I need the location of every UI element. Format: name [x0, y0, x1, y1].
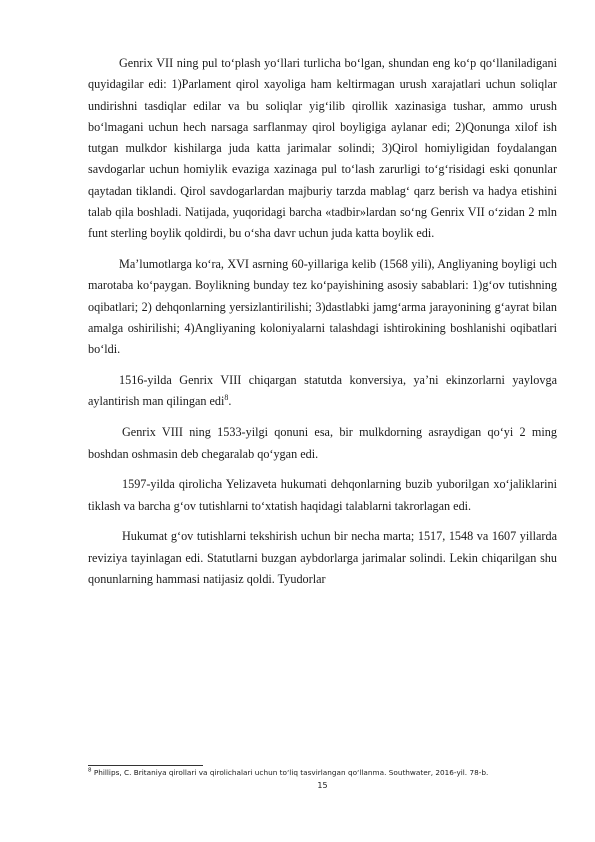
page-number: 15: [317, 781, 328, 790]
paragraph-5: 1597-yilda qirolicha Yelizaveta hukumati dehqonlarning buzib yuborilgan xo‘jaliklarini tiklash va barcha g‘ov tutishlarni to‘xtatish haqidagi talablarni takrorlagan edi.: [88, 477, 557, 513]
paragraph-3-text: 1516-yilda Genrix VIII chiqargan statutda konversiya, ya’ni ekinzorlarni yaylovga aylantirish man qilingan edi: [88, 373, 557, 409]
footnote: [88, 768, 557, 778]
footnote-divider: [88, 765, 203, 766]
footnote-number: 8: [88, 767, 92, 774]
paragraph-2: Ma’lumotlarga ko‘ra, XVI asrning 60-yillariga kelib (1568 yili), Angliyaning boyligi uch marotaba ko‘paygan. Boylikning bunday tez ko‘payishining asosiy sabablari: 1)g‘ov tutishning oqibatlari; 2) dehqonlarning yersizlantirilishi; 3)dastlabki jamg‘arma jarayonining g‘ayrat bilan amalga oshirilishi; 4)Angliyaning koloniyalarni talashdagi ishtirokining boshlanishi oqibatlari bo‘ldi.: [88, 257, 557, 357]
main-text: [88, 53, 557, 590]
paragraph-6: Hukumat g‘ov tutishlarni tekshirish uchun bir necha marta; 1517, 1548 va 1607 yillarda reviziya tayinlagan edi. Statutlarni buzgan aybdorlarga jarimalar solindi. Lekin chiqarilgan shu qonunlarning hammasi natijasiz qoldi. Tyudorlar: [88, 529, 557, 587]
paragraph-1: Genrix VII ning pul to‘plash yo‘llari turlicha bo‘lgan, shundan eng ko‘p qo‘llaniladigani quyidagilar edi: 1)Parlament qirol xayoliga ham keltirmagan urush xarajatlari uchun soliqlar undirishni tasdiqlar edilar va bu soliqlar yig‘ilib qirollik xazinasiga tushar, ammo urush bo‘lmagani uchun hech narsaga sarflanmay qirol boyligiga aylanar edi; 2)Qonunga xilof ish tutgan mulkdor kishilarga juda katta jarimalar solindi; 3)Qirol homiyligidan foydalangan savdogarlar uchun homiylik evaziga xazinaga pul to‘lash zarurligi to‘g‘risidagi eski qonunlar qaytadan tiklandi. Qirol savdogarlardan majburiy tarzda mablag‘ qarz berish va hadya etishini talab qila boshladi. Natijada, yuqoridagi barcha «tadbir»lardan so‘ng Genrix VII o‘zidan 2 mln funt sterling boylik qoldirdi, bu o‘sha davr uchun juda katta boylik edi.: [88, 56, 557, 241]
footnote-text: Phillips, C. Britaniya qirollari va qirolichalari uchun to‘liq tasvirlangan qo‘llanma. Southwater, 2016-yil. 78-b.: [93, 768, 489, 777]
paragraph-3: 1516-yilda Genrix VIII chiqargan statutda konversiya, ya’ni ekinzorlarni yaylovga aylantirish man qilingan edi$^8$.: [88, 373, 557, 409]
paragraph-4: Genrix VIII ning 1533-yilgi qonuni esa, bir mulkdorning asraydigan qo‘yi 2 ming boshdan oshmasin deb chegaralab qo‘ygan edi.: [88, 425, 557, 461]
footnote-reference[interactable]: 8: [224, 393, 229, 403]
